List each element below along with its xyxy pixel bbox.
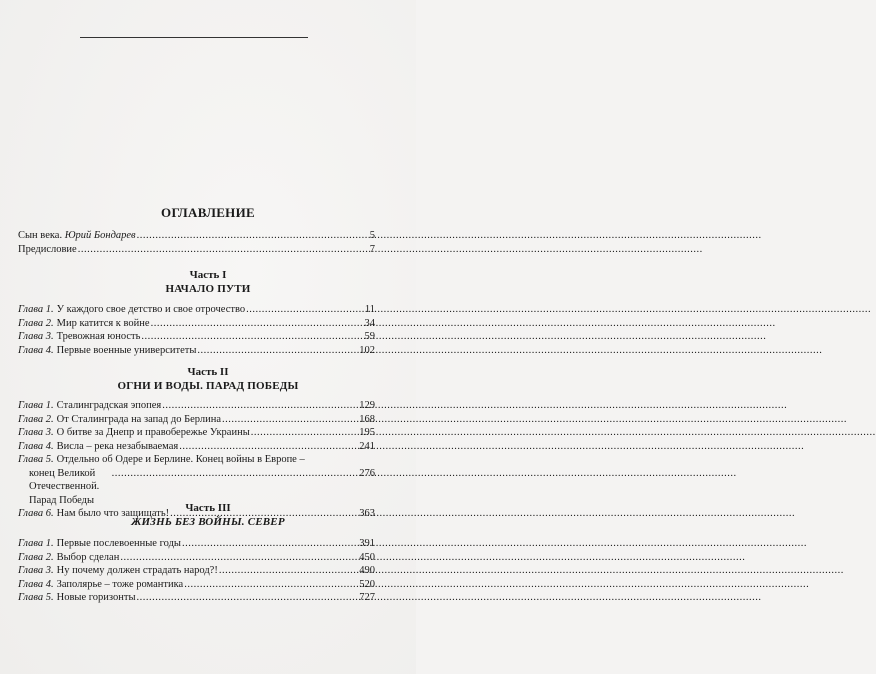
toc-entry (18, 440, 375, 454)
leader-dots (151, 317, 364, 331)
entry-page: 241 (359, 440, 375, 452)
part-number: Часть III (185, 502, 231, 514)
chapter-prefix: Глава 2. (18, 317, 54, 329)
entry-text: Первые послевоенные годы (56, 538, 181, 549)
entry-page: 276 (359, 467, 375, 479)
leader-dots (112, 467, 359, 481)
entry-text: Тревожная юность (56, 331, 141, 342)
chapter-prefix: Глава 3. (18, 565, 54, 576)
entry-text: Сталинградская эпопея (56, 400, 162, 411)
toc-entry (18, 551, 375, 565)
entry-text: От Сталинграда на запад до Берлина (56, 413, 222, 425)
entry-page: 129 (359, 400, 375, 411)
entry-text: Мир катится к войне (56, 317, 150, 329)
leader-dots (222, 413, 358, 427)
chapter-prefix: Глава 1. (18, 304, 54, 315)
chapter-prefix: Глава 4. (18, 440, 54, 452)
chapter-prefix: Глава 5. (18, 592, 54, 603)
entry-page: 7 (369, 243, 375, 255)
leader-dots (78, 243, 369, 257)
toc-entry (18, 243, 375, 257)
entry-text: Заполярье – тоже романтика (56, 578, 184, 590)
entry-text: Сын века. Юрий Бондарев (18, 230, 136, 241)
leader-dots (179, 440, 358, 454)
entry-page: 450 (359, 551, 375, 563)
leader-dots (184, 578, 358, 592)
part-number: Часть II (187, 366, 229, 378)
toc-entry (18, 317, 375, 331)
toc-entry (18, 330, 375, 344)
toc-entry (18, 453, 375, 507)
part-title: ОГНИ И ВОДЫ. ПАРАД ПОБЕДЫ (117, 380, 299, 392)
leader-dots (137, 591, 359, 605)
toc-entry (18, 229, 375, 243)
entry-page: 168 (359, 413, 375, 425)
entry-text: Новые горизонты (56, 592, 136, 603)
toc-entry (18, 344, 375, 358)
leader-dots (162, 399, 358, 413)
entry-text: Висла – река незабываемая (56, 440, 179, 452)
entry-page: 520 (359, 578, 375, 590)
entry-text: Отдельно об Одере и Берлине. Конец войны в Европе – (56, 454, 305, 465)
toc-entry (18, 399, 375, 413)
entry-page: 490 (359, 565, 375, 576)
entry-text: Нам было что защищать! (56, 508, 170, 519)
chapter-prefix: Глава 3. (18, 427, 54, 438)
toc-entry (18, 303, 375, 317)
toc-entry (18, 591, 375, 605)
entry-page: 363 (359, 508, 375, 519)
leader-dots (182, 537, 358, 551)
entry-text: У каждого свое детство и свое отрочество (56, 304, 246, 315)
leader-dots (219, 564, 358, 578)
leader-dots (251, 426, 359, 440)
part-number: Часть I (189, 269, 227, 281)
chapter-prefix: Глава 2. (18, 551, 54, 563)
chapter-prefix: Глава 1. (18, 400, 54, 411)
entry-page: 102 (359, 344, 375, 356)
entry-text-continued: конец Великой Отечественной. Парад Победы (29, 467, 100, 506)
book-page (0, 0, 416, 674)
entry-page: 727 (359, 592, 375, 603)
entry-page: 11 (364, 304, 375, 315)
part-title: ЖИЗНЬ БЕЗ ВОЙНЫ. СЕВЕР (131, 516, 285, 528)
entry-page: 34 (364, 317, 375, 329)
entry-text: О битве за Днепр и правобережье Украины (56, 427, 250, 438)
entry-page: 195 (359, 427, 375, 438)
leader-dots (137, 229, 369, 243)
chapter-prefix: Глава 2. (18, 413, 54, 425)
chapter-list (18, 537, 375, 605)
leader-dots (141, 330, 363, 344)
toc-entry (18, 578, 375, 592)
chapter-prefix: Глава 5. (18, 454, 54, 465)
entry-text: Ну почему должен страдать народ?! (56, 565, 218, 576)
chapter-list (18, 303, 375, 357)
top-rule (80, 37, 308, 38)
toc-entry (18, 564, 375, 578)
entry-text: Предисловие (18, 243, 77, 255)
entry-page: 59 (364, 331, 375, 342)
toc-title: ОГЛАВЛЕНИЕ (161, 205, 255, 220)
chapter-prefix: Глава 4. (18, 344, 54, 356)
chapter-prefix: Глава 3. (18, 331, 54, 342)
entry-text: Первые военные университеты (56, 344, 197, 356)
entry-page: 5 (369, 230, 375, 241)
toc-entry (18, 537, 375, 551)
chapter-prefix: Глава 4. (18, 578, 54, 590)
toc-entry (18, 426, 375, 440)
leader-dots (246, 303, 364, 317)
entry-author: Юрий Бондарев (64, 230, 136, 241)
leader-dots (197, 344, 358, 358)
entry-page: 391 (359, 538, 375, 549)
entry-text: Выбор сделан (56, 551, 120, 563)
part-title: НАЧАЛО ПУТИ (165, 283, 251, 295)
chapter-prefix: Глава 1. (18, 538, 54, 549)
toc-entry (18, 413, 375, 427)
chapter-prefix: Глава 6. (18, 508, 54, 519)
leader-dots (120, 551, 358, 565)
front-matter-list (18, 229, 375, 256)
